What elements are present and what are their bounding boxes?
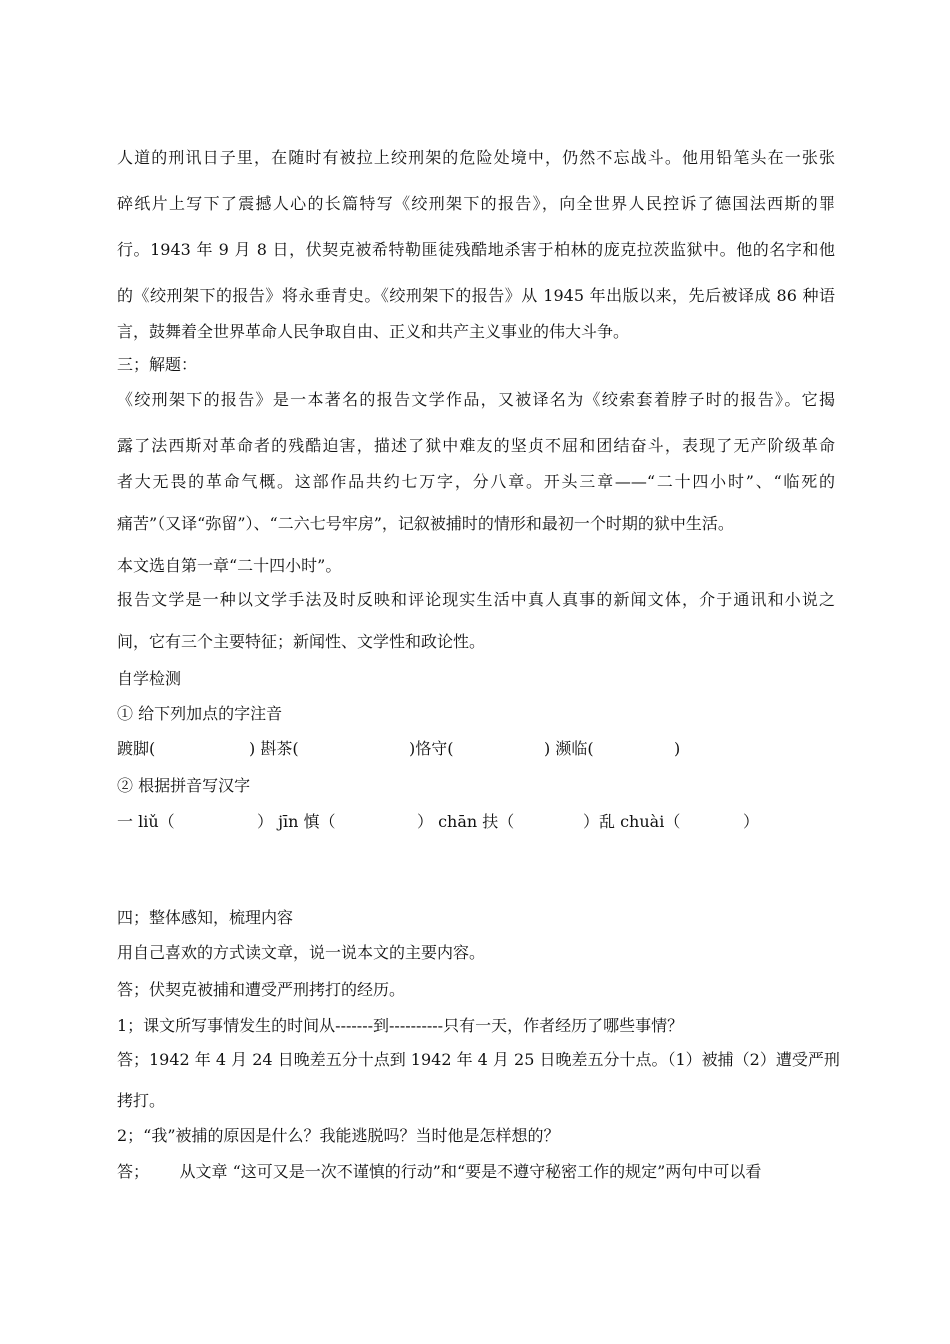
q2-item-5: ）	[743, 812, 760, 831]
selfcheck-q1-title: ① 给下列加点的字注音	[117, 704, 283, 723]
section3-para1-line-1: 《绞刑架下的报告》是一本著名的报告文学作品，又被译名为《绞索套着脖子时的报告》。它揭	[117, 390, 835, 409]
q1-item-2: ) 斟茶(	[249, 739, 299, 758]
section4-a2: 答； 从文章 “这可又是一次不谨慎的行动”和“要是不遵守秘密工作的规定”两句中可以看	[117, 1162, 762, 1181]
q2-item-2: ） jīn 慎（	[257, 812, 336, 831]
selfcheck-q2-items	[117, 812, 759, 832]
section3-heading: 三；解题：	[117, 355, 198, 374]
section4-q2: 2；“我”被捕的原因是什么？我能逃脱吗？当时他是怎样想的？	[117, 1126, 560, 1145]
q1-item-1: 踱脚(	[117, 739, 156, 758]
intro-line-4: 的《绞刑架下的报告》将永垂青史。《绞刑架下的报告》从 1945 年出版以来，先后被译成 86 种语	[117, 286, 835, 305]
q1-item-4: ) 濒临(	[544, 739, 594, 758]
section3-para2: 本文选自第一章“二十四小时”。	[117, 556, 342, 575]
intro-line-2: 碎纸片上写下了震撼人心的长篇特写《绞刑架下的报告》，向全世界人民控诉了德国法西斯的罪	[117, 194, 835, 213]
q2-item-1: 一 liǔ（	[117, 812, 175, 831]
q1-item-3: )恪守(	[409, 739, 454, 758]
section4-a1-line-1: 答；1942 年 4 月 24 日晚差五分十点到 1942 年 4 月 25 日晚差五分十点。（1）被捕（2）遭受严刑	[117, 1050, 840, 1069]
selfcheck-q2-title: ② 根据拼音写汉字	[117, 776, 251, 795]
selfcheck-heading: 自学检测	[117, 669, 182, 688]
section4-heading: 四；整体感知，梳理内容	[117, 908, 294, 927]
intro-line-1: 人道的刑讯日子里，在随时有被拉上绞刑架的危险处境中，仍然不忘战斗。他用铅笔头在一张张	[117, 148, 835, 167]
section3-para3-line-2: 间，它有三个主要特征；新闻性、文学性和政论性。	[117, 632, 486, 651]
intro-line-5: 言，鼓舞着全世界革命人民争取自由、正义和共产主义事业的伟大斗争。	[117, 322, 630, 341]
section3-para1-line-2: 露了法西斯对革命者的残酷迫害，描述了狱中难友的坚贞不屈和团结奋斗，表现了无产阶级革命	[117, 436, 835, 455]
section3-para1-line-4: 痛苦”（又译“弥留”）、“二六七号牢房”，记叙被捕时的情形和最初一个时期的狱中生活。	[117, 514, 734, 533]
selfcheck-q1-items	[117, 739, 680, 759]
section4-answer: 答；伏契克被捕和遭受严刑拷打的经历。	[117, 980, 406, 999]
section4-a1-line-2: 拷打。	[117, 1091, 166, 1110]
q1-item-5: )	[674, 739, 681, 758]
section4-q1: 1；课文所写事情发生的时间从-------到----------只有一天，作者经历了哪些事情？	[117, 1016, 684, 1035]
q2-item-3: ） chān 扶（	[417, 812, 515, 831]
intro-line-3: 行。1943 年 9 月 8 日，伏契克被希特勒匪徒残酷地杀害于柏林的庞克拉茨监狱中。他的名字和他	[117, 240, 835, 259]
section4-prompt: 用自己喜欢的方式读文章，说一说本文的主要内容。	[117, 943, 486, 962]
section3-para3-line-1: 报告文学是一种以文学手法及时反映和评论现实生活中真人真事的新闻文体，介于通讯和小说之	[117, 590, 835, 609]
q2-item-4: ）乱 chuài（	[583, 812, 681, 831]
section3-para1-line-3: 者大无畏的革命气概。这部作品共约七万字，分八章。开头三章——“二十四小时”、“临死的	[117, 472, 835, 491]
